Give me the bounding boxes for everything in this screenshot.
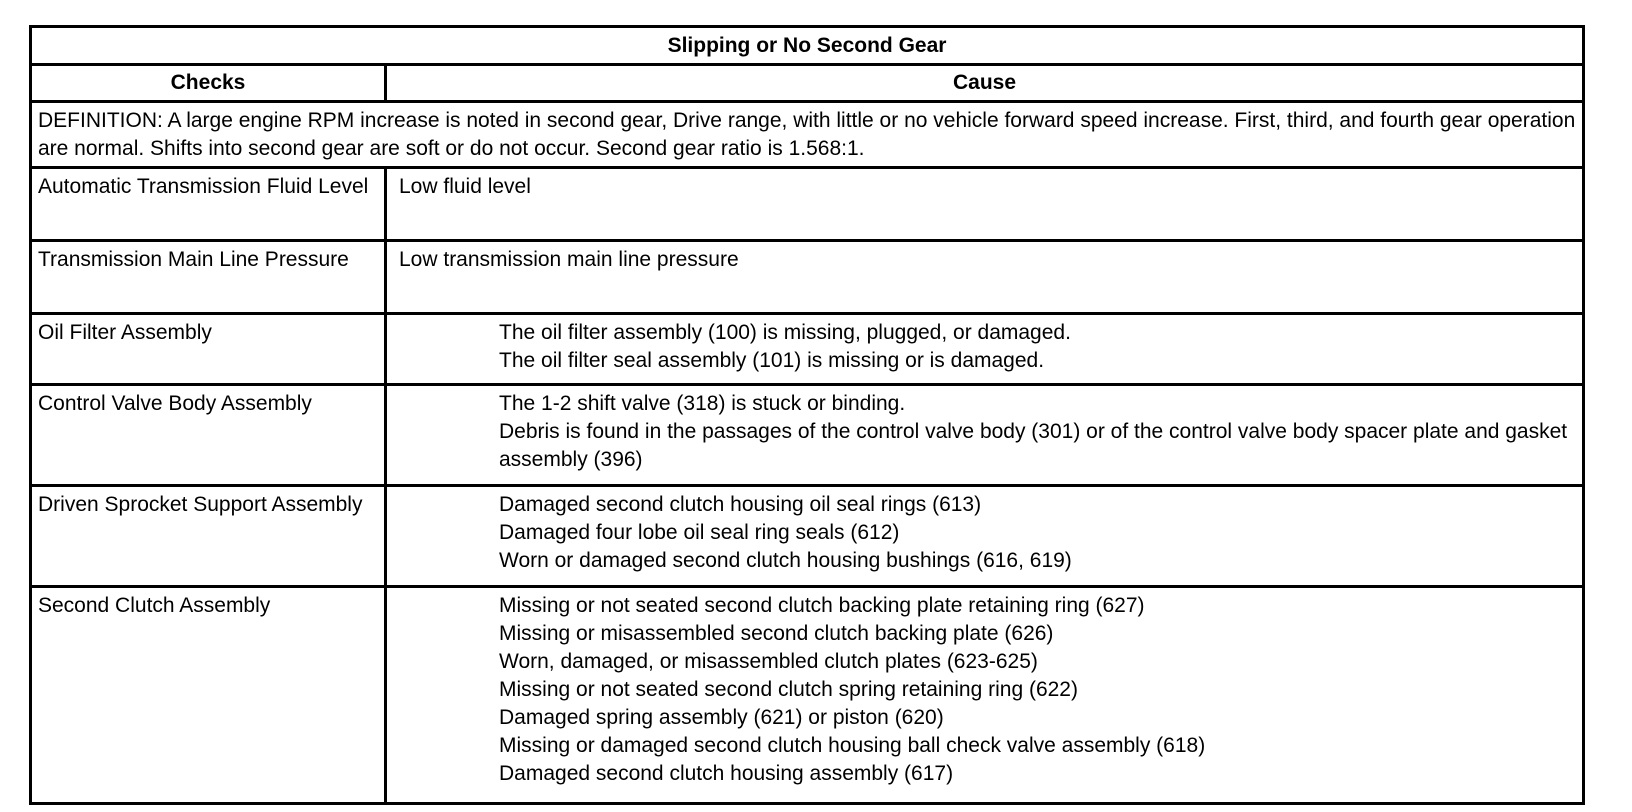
cause-cell xyxy=(386,587,1584,804)
check-cell: Transmission Main Line Pressure xyxy=(31,241,386,314)
table-row xyxy=(31,385,1584,486)
cause-cell xyxy=(386,241,1584,314)
check-cell: Automatic Transmission Fluid Level xyxy=(31,168,386,241)
definition-row xyxy=(31,102,1584,168)
cause-header: Cause xyxy=(386,65,1584,102)
header-row xyxy=(31,65,1584,102)
table-row xyxy=(31,587,1584,804)
cause-item: Worn, damaged, or misassembled clutch plates (623-625) xyxy=(499,650,1038,673)
cause-item: Low transmission main line pressure xyxy=(399,248,739,271)
cause-item: Damaged four lobe oil seal ring seals (612) xyxy=(499,521,900,544)
cause-item: Debris is found in the passages of the control valve body (301) or of the control valve body spacer plate and gasket assembly (396) xyxy=(499,420,1568,471)
cause-cell xyxy=(386,168,1584,241)
cause-list xyxy=(393,491,1576,575)
table-row xyxy=(31,168,1584,241)
cause-list xyxy=(393,592,1576,788)
diagnostic-table xyxy=(29,25,1585,805)
check-cell: Control Valve Body Assembly xyxy=(31,385,386,486)
cause-list xyxy=(393,390,1576,474)
cause-cell xyxy=(386,486,1584,587)
table-row xyxy=(31,486,1584,587)
table-row xyxy=(31,314,1584,385)
cause-item: Missing or damaged second clutch housing ball check valve assembly (618) xyxy=(499,734,1206,757)
checks-header: Checks xyxy=(31,65,386,102)
cause-item: Missing or not seated second clutch spring retaining ring (622) xyxy=(499,678,1078,701)
cause-cell xyxy=(386,385,1584,486)
cause-item: The 1-2 shift valve (318) is stuck or binding. xyxy=(499,392,906,415)
check-cell: Second Clutch Assembly xyxy=(31,587,386,804)
check-cell: Oil Filter Assembly xyxy=(31,314,386,385)
cause-item: Missing or misassembled second clutch backing plate (626) xyxy=(499,622,1054,645)
definition-text: DEFINITION: A large engine RPM increase is noted in second gear, Drive range, with little or no vehicle forward speed increase. First, third, and fourth gear operation are normal. Shifts into second gear are soft or do not occur. Second gear ratio is 1.568:1. xyxy=(31,102,1584,168)
title-row xyxy=(31,27,1584,65)
cause-list xyxy=(393,319,1576,375)
cause-item: The oil filter assembly (100) is missing, plugged, or damaged. xyxy=(499,321,1071,344)
cause-item: Damaged second clutch housing oil seal rings (613) xyxy=(499,493,982,516)
table-title: Slipping or No Second Gear xyxy=(31,27,1584,65)
cause-item: Low fluid level xyxy=(399,175,531,198)
cause-item: Damaged spring assembly (621) or piston (620) xyxy=(499,706,944,729)
cause-item: Damaged second clutch housing assembly (617) xyxy=(499,762,954,785)
cause-cell xyxy=(386,314,1584,385)
table-row xyxy=(31,241,1584,314)
check-cell: Driven Sprocket Support Assembly xyxy=(31,486,386,587)
cause-item: Missing or not seated second clutch backing plate retaining ring (627) xyxy=(499,594,1145,617)
cause-item: Worn or damaged second clutch housing bushings (616, 619) xyxy=(499,549,1072,572)
cause-item: The oil filter seal assembly (101) is missing or is damaged. xyxy=(499,349,1045,372)
